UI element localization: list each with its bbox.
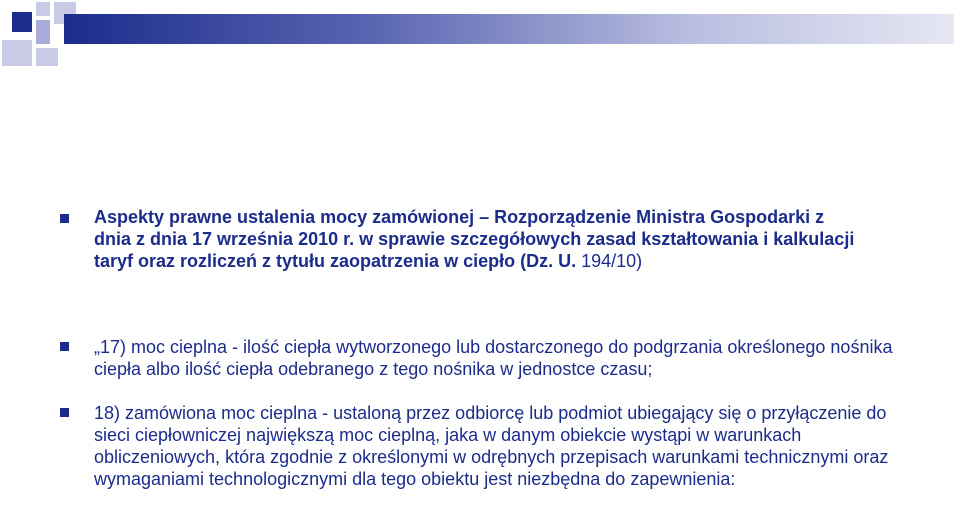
slide-heading	[94, 206, 864, 272]
heading-plain-text: 194/10)	[576, 251, 643, 271]
header-gradient-bar	[64, 14, 954, 44]
square-bullet-icon	[60, 408, 69, 417]
decor-square-light-4	[36, 48, 58, 66]
definition-17: „17) moc cieplna - ilość ciepła wytworzonego lub dostarczonego do podgrzania określonego nośnika ciepła albo ilość ciepła odebranego z tego nośnika w jednostce czasu;	[94, 337, 893, 379]
definition-18: 18) zamówiona moc cieplna - ustaloną przez odbiorcę lub podmiot ubiegający się o przyłączenie do sieci ciepłowniczej największą moc cieplną, jaka w danym obiekcie wystąpi w warunkach obliczeniowych, która zgodnie z określonymi w odrębnych przepisach warunkami technicznymi oraz wymaganiami technologicznymi dla tego obiektu jest niezbędna do zapewnienia:	[94, 403, 889, 489]
decor-square-navy-1	[12, 12, 32, 32]
heading-bold-text: Aspekty prawne ustalenia mocy zamówionej – Rozporządzenie Ministra Gospodarki z dnia z dnia 17 września 2010 r. w sprawie szczegółowych zasad kształtowania i kalkulacji taryf oraz rozliczeń z tytułu zaopatrzenia w ciepło (Dz. U.	[94, 207, 855, 271]
decor-square-light-1	[36, 2, 50, 16]
decor-square-mid-1	[36, 20, 50, 44]
square-bullet-icon	[60, 214, 69, 223]
decor-square-light-3	[2, 40, 32, 66]
square-bullet-icon	[60, 342, 69, 351]
